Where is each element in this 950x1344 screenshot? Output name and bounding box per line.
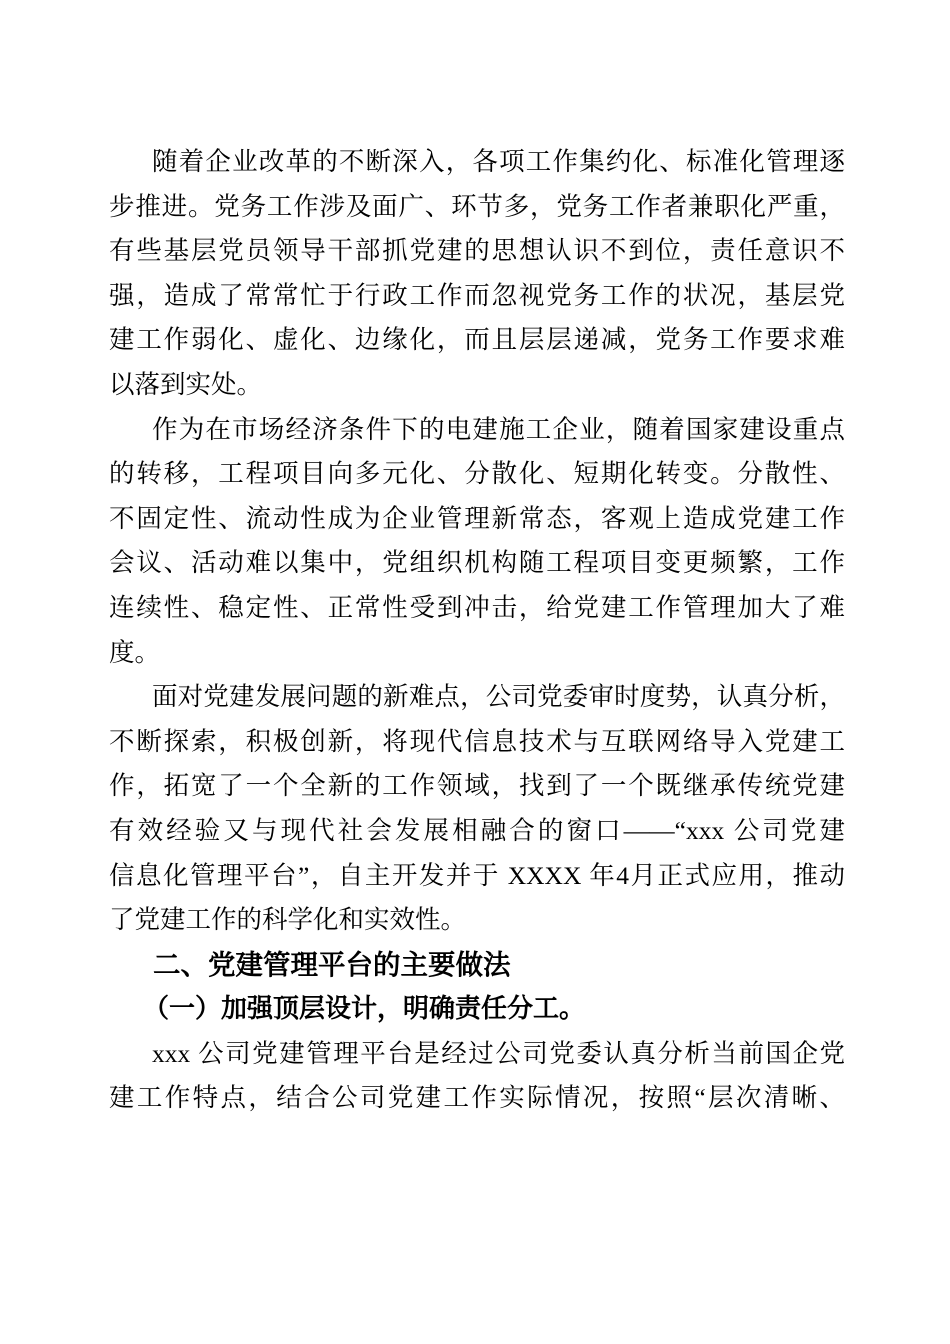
text-line: 建工作特点，结合公司党建工作实际情况，按照“层次清晰、 [109,1083,845,1113]
text-line: 强，造成了常常忙于行政工作而忽视党务工作的状况，基层党 [109,280,845,310]
text-line: 信息化管理平台”，自主开发并于 XXXX 年4月正式应用，推动 [109,860,845,890]
text-line: 随着企业改革的不断深入，各项工作集约化、标准化管理逐 [152,147,845,176]
sub-heading [109,987,845,1032]
text-line: 了党建工作的科学化和实效性。 [109,905,467,935]
text-line: 会议、活动难以集中，党组织机构随工程项目变更频繁，工作 [109,548,845,578]
text-line: 作，拓宽了一个全新的工作领域，找到了一个既继承传统党建 [109,771,845,801]
text-line: 的转移，工程项目向多元化、分散化、短期化转变。分散性、 [109,459,845,489]
text-line: 不固定性、流动性成为企业管理新常态，客观上造成党建工作 [109,503,845,533]
text-line: 二、党建管理平台的主要做法 [153,948,511,980]
text-line: 度。 [109,637,161,667]
paragraph [109,1032,845,1121]
paragraph [109,408,845,676]
text-line: 步推进。党务工作涉及面广、环节多，党务工作者兼职化严重， [109,191,845,221]
text-line: 作为在市场经济条件下的电建施工企业，随着国家建设重点 [152,414,845,444]
section-heading [109,943,845,988]
text-line: 面对党建发展问题的新难点，公司党委审时度势，认真分析， [152,682,845,712]
text-line: 有些基层党员领导干部抓党建的思想认识不到位，责任意识不 [109,236,845,266]
text-line: 有效经验又与现代社会发展相融合的窗口——“xxx 公司党建 [109,815,845,845]
text-line: 连续性、稳定性、正常性受到冲击，给党建工作管理加大了难 [109,592,845,622]
text-line: （一）加强顶层设计，明确责任分工。 [143,994,586,1024]
text-line: 不断探索，积极创新，将现代信息技术与互联网络导入党建工 [109,726,845,756]
text-line: xxx 公司党建管理平台是经过公司党委认真分析当前国企党 [152,1038,845,1068]
text-line: 以落到实处。 [109,369,263,399]
paragraph [109,675,845,943]
paragraph [109,140,845,408]
text-line: 建工作弱化、虚化、边缘化，而且层层递减，党务工作要求难 [109,325,845,355]
